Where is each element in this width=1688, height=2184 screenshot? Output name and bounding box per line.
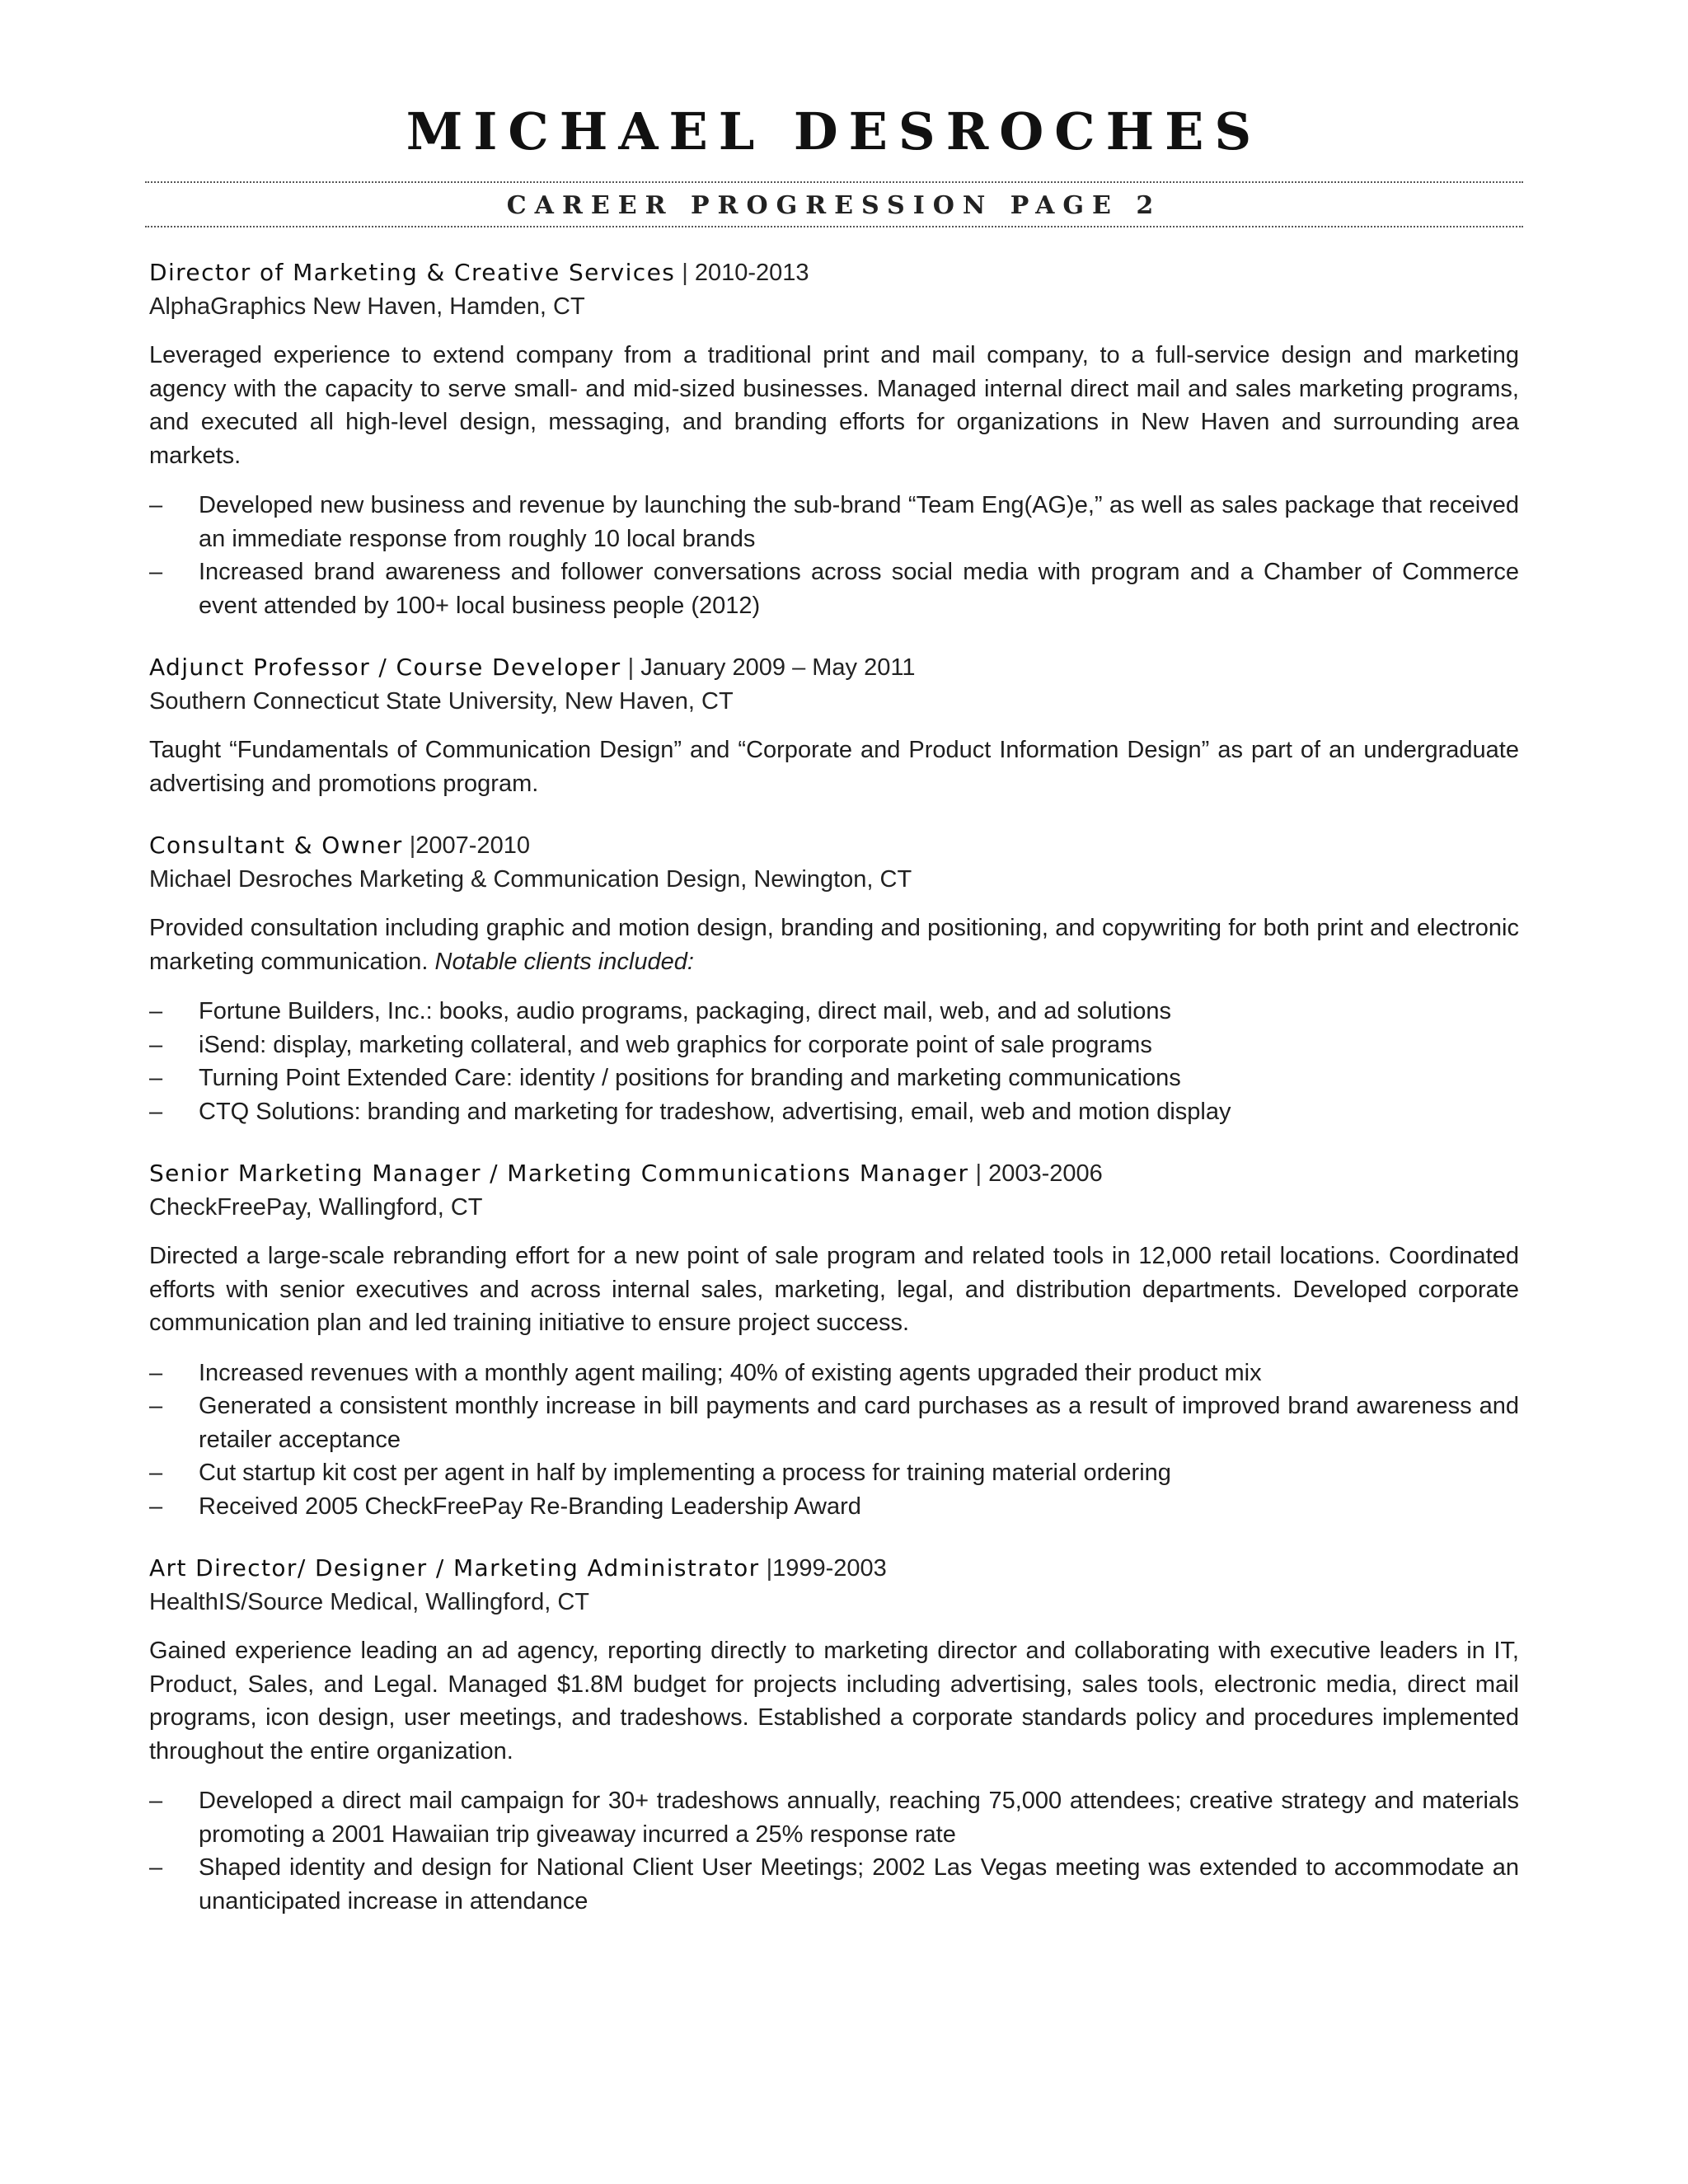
list-item xyxy=(149,1490,1519,1524)
job-bullets xyxy=(149,1784,1519,1918)
job-bullets xyxy=(149,1357,1519,1524)
job-title: Director of Marketing & Creative Services xyxy=(149,259,676,286)
job-separator: | xyxy=(675,260,695,286)
job-description-text: Leveraged experience to extend company from a traditional print and mail company, to a full-service design and marketing agency with the capacity to serve small- and mid-sized businesses. Managed internal direct mail and sales marketing programs, and executed all high-level design, messaging, and branding efforts for organizations in New Haven and surrounding area markets. xyxy=(149,342,1519,469)
bullet-text: Increased brand awareness and follower conversations across social media with program and a Chamber of Commerce event attended by 100+ local business people (2012) xyxy=(199,559,1519,619)
job-description-text: Gained experience leading an ad agency, reporting directly to marketing director and collaborating with executive leaders in IT, Product, Sales, and Legal. Managed $1.8M budget for projects including advertising, sales tools, electronic media, direct mail programs, icon design, user meetings, and tradeshows. Established a corporate standards policy and procedures implemented throughout the entire organization. xyxy=(149,1638,1519,1765)
job-header xyxy=(149,1551,1519,1586)
list-item xyxy=(149,1357,1519,1390)
job-entry xyxy=(149,255,1519,622)
job-title: Senior Marketing Manager / Marketing Communications Manager xyxy=(149,1160,969,1187)
job-dates: January 2009 – May 2011 xyxy=(640,654,916,681)
job-bullets xyxy=(149,995,1519,1128)
job-header xyxy=(149,650,1519,685)
job-description-italic: Notable clients included: xyxy=(434,948,694,975)
bullet-dash: – xyxy=(149,1493,163,1520)
job-description xyxy=(149,912,1519,978)
bullet-dash: – xyxy=(149,559,163,585)
job-organization: Southern Connecticut State University, New Haven, CT xyxy=(149,688,734,715)
job-description xyxy=(149,339,1519,472)
bullet-text: Turning Point Extended Care: identity / positions for branding and marketing communications xyxy=(199,1065,1181,1091)
bullet-text: Generated a consistent monthly increase in bill payments and card purchases as a result of improved brand awareness and retailer acceptance xyxy=(199,1393,1519,1453)
bullet-dash: – xyxy=(149,1359,163,1386)
list-item xyxy=(149,1784,1519,1851)
bullet-text: iSend: display, marketing collateral, and web graphics for corporate point of sale programs xyxy=(199,1031,1152,1058)
bullet-dash: – xyxy=(149,1098,163,1125)
bullet-text: Fortune Builders, Inc.: books, audio programs, packaging, direct mail, web, and ad solutions xyxy=(199,998,1171,1024)
bullet-dash: – xyxy=(149,998,163,1024)
resume-page xyxy=(149,97,1519,1918)
list-item xyxy=(149,555,1519,622)
job-description xyxy=(149,1240,1519,1340)
job-dates: 2010-2013 xyxy=(694,260,809,286)
bullet-text: Developed new business and revenue by launching the sub-brand “Team Eng(AG)e,” as well as sales package that received an immediate response from roughly 10 local brands xyxy=(199,492,1519,552)
job-entry xyxy=(149,1156,1519,1523)
job-organization: HealthIS/Source Medical, Wallingford, CT xyxy=(149,1589,590,1615)
job-separator: | xyxy=(621,654,641,681)
job-header xyxy=(149,1156,1519,1191)
job-dates: 2007-2010 xyxy=(415,832,530,859)
job-dates: 2003-2006 xyxy=(988,1160,1103,1187)
bullet-text: Received 2005 CheckFreePay Re-Branding Leadership Award xyxy=(199,1493,861,1520)
list-item xyxy=(149,489,1519,555)
job-entry xyxy=(149,1551,1519,1918)
job-title: Consultant & Owner xyxy=(149,832,403,859)
job-header xyxy=(149,255,1519,290)
bullet-dash: – xyxy=(149,1460,163,1486)
list-item xyxy=(149,995,1519,1029)
bullet-text: Shaped identity and design for National Client User Meetings; 2002 Las Vegas meeting was extended to accommodate an unanticipated increase in attendance xyxy=(199,1854,1519,1915)
job-separator: | xyxy=(402,832,416,859)
job-organization: CheckFreePay, Wallingford, CT xyxy=(149,1194,483,1221)
list-item xyxy=(149,1851,1519,1918)
bullet-dash: – xyxy=(149,1065,163,1091)
job-description xyxy=(149,1634,1519,1768)
job-description-text: Provided consultation including graphic and motion design, branding and positioning, and copywriting for both print and electronic marketing communication. xyxy=(149,915,1519,975)
job-organization: Michael Desroches Marketing & Communication Design, Newington, CT xyxy=(149,866,912,893)
job-description-text: Directed a large-scale rebranding effort for a new point of sale program and related tools in 12,000 retail locations. Coordinated efforts with senior executives and across internal sales, marketing, legal, and distribution departments. Developed corporate communication plan and led training initiative to ensure project success. xyxy=(149,1243,1519,1336)
job-dates: 1999-2003 xyxy=(772,1555,887,1582)
job-description-text: Taught “Fundamentals of Communication Design” and “Corporate and Product Information Design” as part of an undergraduate advertising and promotions program. xyxy=(149,737,1519,797)
job-header xyxy=(149,828,1519,863)
bottom-divider xyxy=(145,226,1523,227)
bullet-dash: – xyxy=(149,1031,163,1058)
job-title: Adjunct Professor / Course Developer xyxy=(149,654,621,681)
job-title: Art Director/ Designer / Marketing Administrator xyxy=(149,1554,760,1582)
list-item xyxy=(149,1390,1519,1456)
job-organization: AlphaGraphics New Haven, Hamden, CT xyxy=(149,293,585,320)
bullet-text: Developed a direct mail campaign for 30+ tradeshows annually, reaching 75,000 attendees; creative strategy and materials promoting a 2001 Hawaiian trip giveaway incurred a 25% response rate xyxy=(199,1788,1519,1848)
job-separator: | xyxy=(968,1160,989,1187)
list-item xyxy=(149,1095,1519,1129)
bullet-dash: – xyxy=(149,492,163,518)
job-entry xyxy=(149,828,1519,1128)
job-separator: | xyxy=(759,1555,773,1582)
bullet-text: Cut startup kit cost per agent in half by implementing a process for training material ordering xyxy=(199,1460,1171,1486)
bullet-text: Increased revenues with a monthly agent mailing; 40% of existing agents upgraded their product mix xyxy=(199,1359,1262,1386)
list-item xyxy=(149,1062,1519,1095)
bullet-dash: – xyxy=(149,1854,163,1881)
page-subtitle: CAREER PROGRESSION PAGE 2 xyxy=(506,191,1162,220)
candidate-name: MICHAEL DESROCHES xyxy=(406,101,1263,162)
list-item xyxy=(149,1029,1519,1062)
job-description xyxy=(149,733,1519,800)
job-bullets xyxy=(149,489,1519,622)
list-item xyxy=(149,1456,1519,1490)
bullet-text: CTQ Solutions: branding and marketing for tradeshow, advertising, email, web and motion display xyxy=(199,1098,1231,1125)
job-entry xyxy=(149,650,1519,800)
bullet-dash: – xyxy=(149,1788,163,1814)
bullet-dash: – xyxy=(149,1393,163,1419)
